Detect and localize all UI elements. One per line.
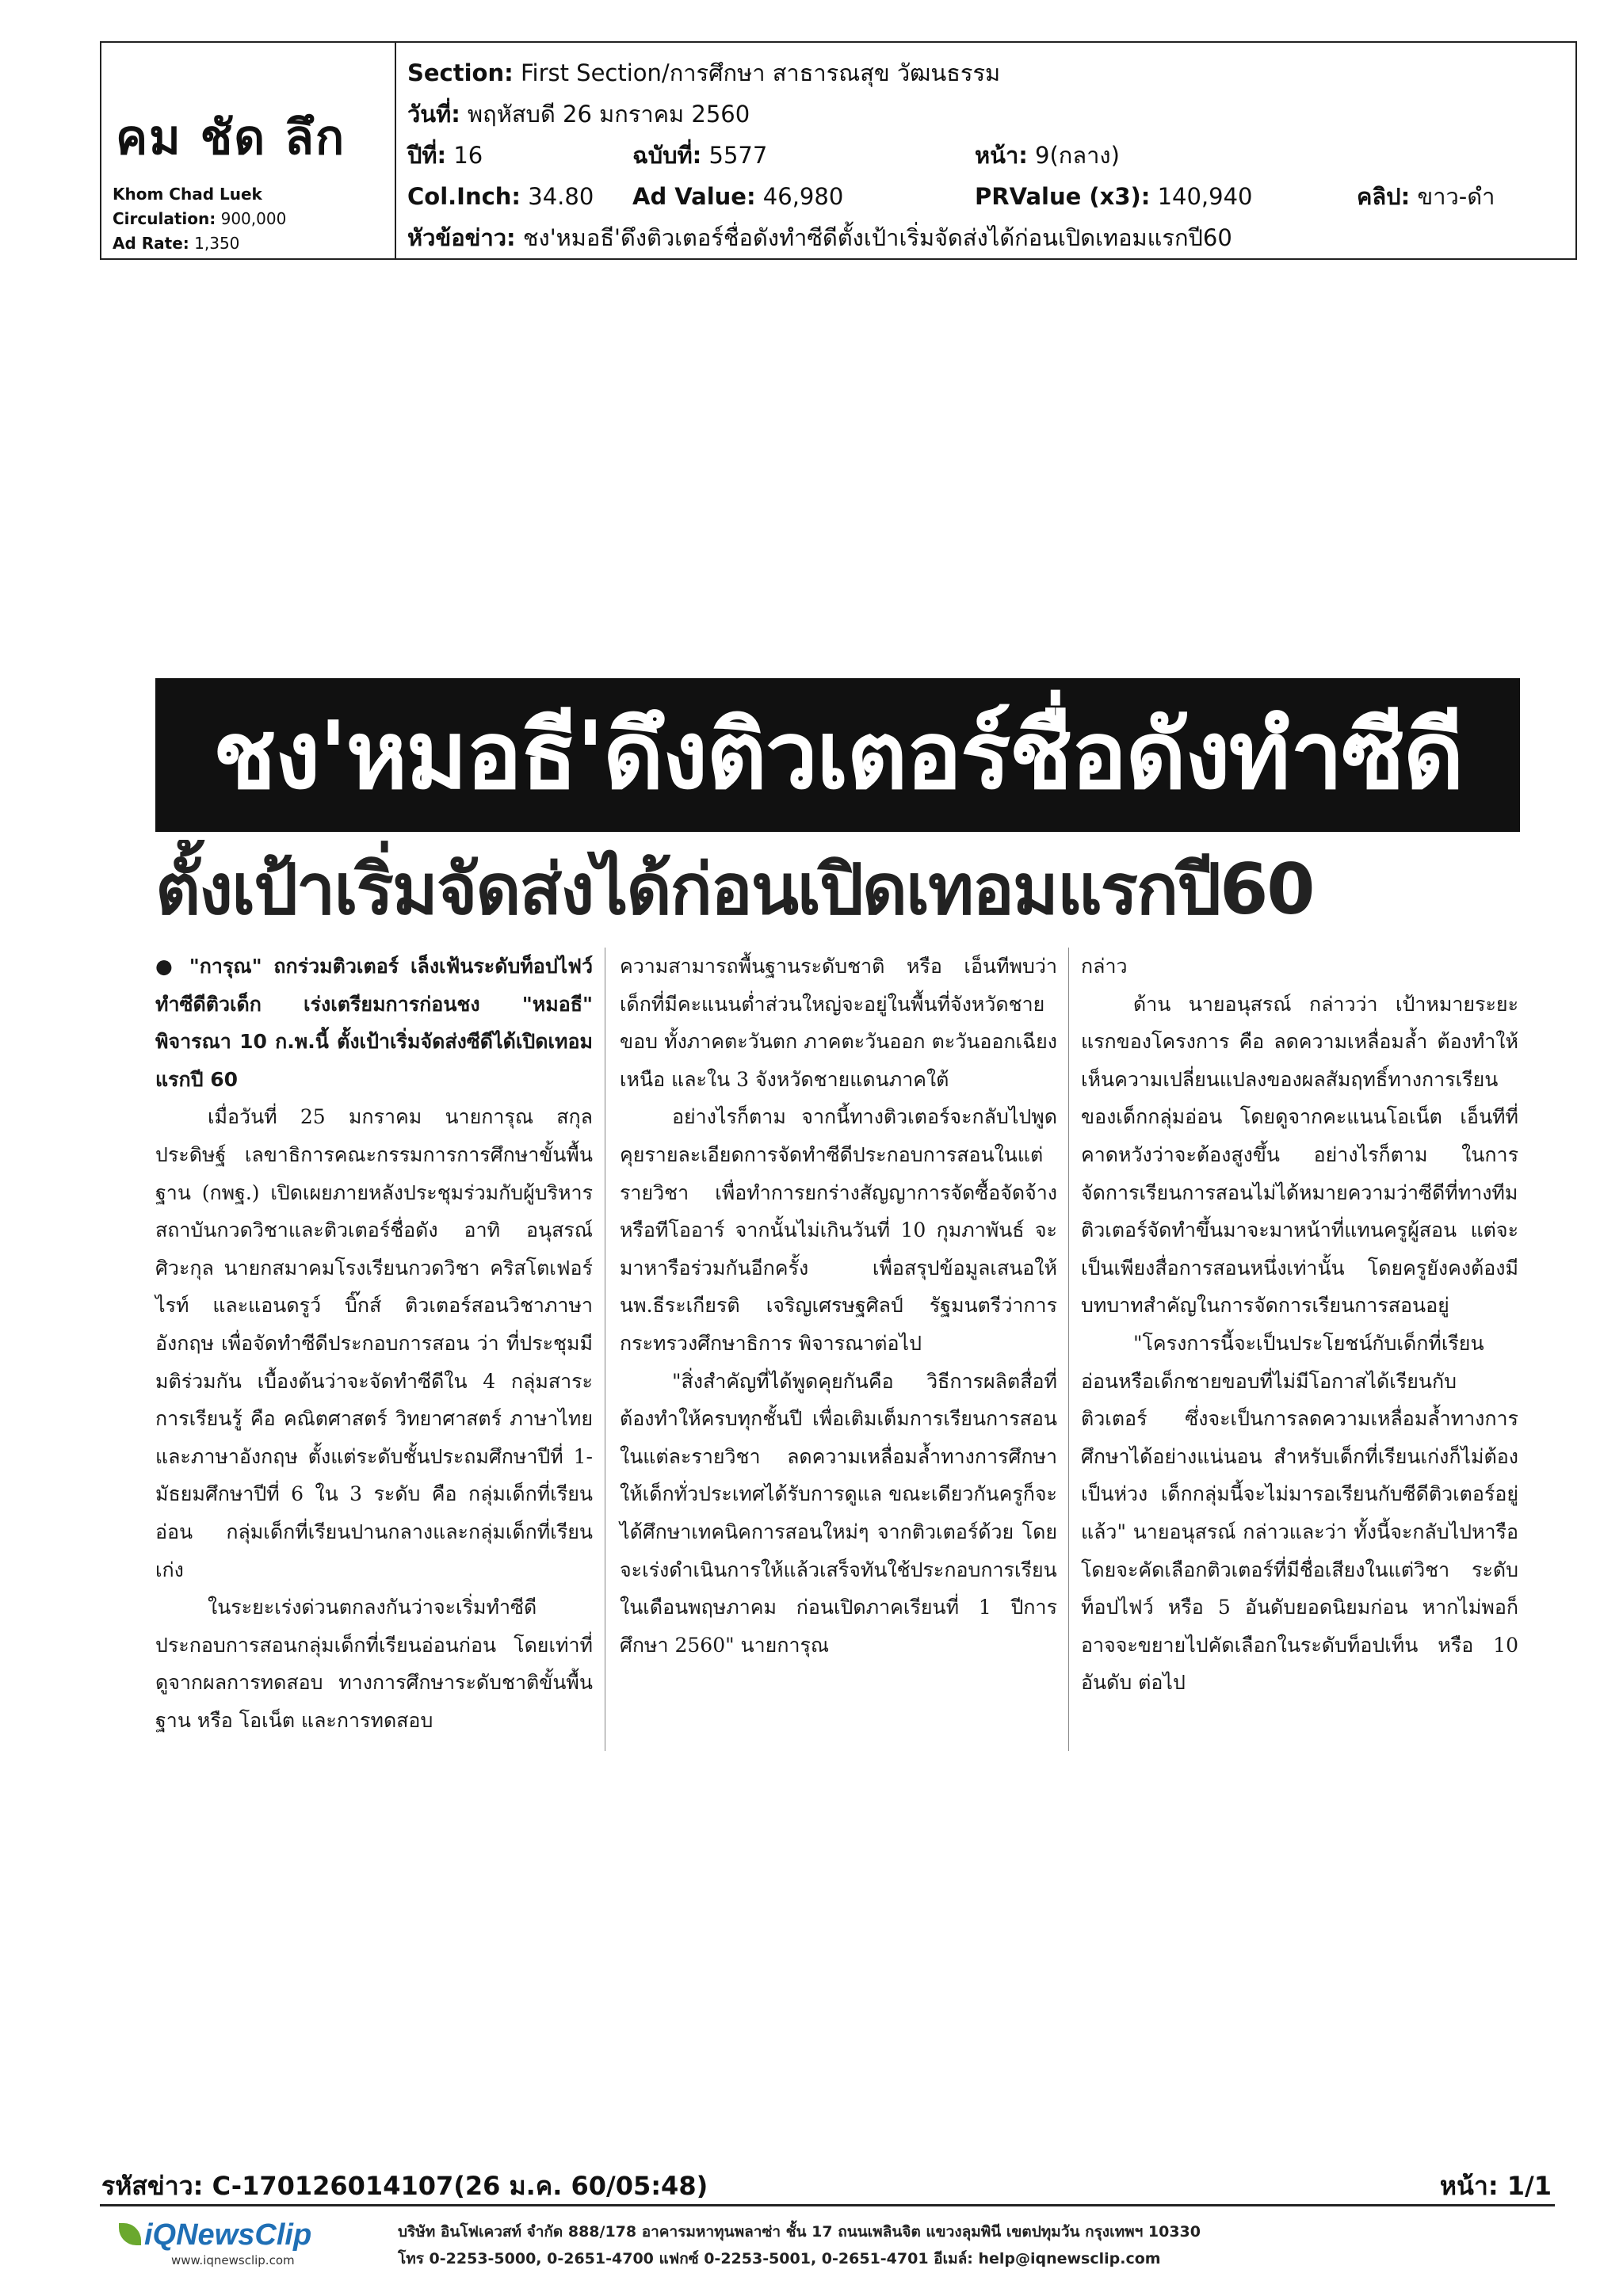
article-paragraph: ความสามารถพื้นฐานระดับชาติ หรือ เอ็นทีพบว่าเด็กที่มีคะแนนต่ำส่วนใหญ่จะอยู่ในพื้นที่จังหวัดชายขอบ ทั้งภาคตะวันตก ภาคตะวันออก ตะวันออกเฉียงเหนือ และใน 3 จังหวัดชายแดนภาคใต้ (620, 955, 1057, 1091)
section-value: First Section/การศึกษา สาธารณสุข วัฒนธรรม (520, 59, 1001, 86)
newspaper-logo: คม ชัด ลึก (116, 110, 346, 166)
company-info (398, 2218, 1201, 2272)
brand-block (125, 2218, 323, 2267)
circulation-label: Circulation: (113, 209, 216, 228)
colinch-label: Col.Inch: (407, 183, 521, 210)
article-lead: ● "การุณ" ถกร่วมติวเตอร์ เล็งเฟ้นระดับท็อปไฟว์ ทำซีดีติวเด็ก เร่งเตรียมการก่อนชง "หมอธี" พิจารณา 10 ก.พ.นี้ ตั้งเป้าเริ่มจัดส่งซีดีได้เปิดเทอมแรกปี 60 (155, 955, 593, 1091)
section-label: Section: (407, 59, 514, 86)
prvalue-value: 140,940 (1157, 183, 1253, 210)
page-label: หน้า: (975, 142, 1028, 169)
publication-panel (101, 43, 396, 258)
section-row (407, 52, 1568, 93)
advalue-label: Ad Value: (632, 183, 756, 210)
article-subheadline: ตั้งเป้าเริ่มจัดส่งได้ก่อนเปิดเทอมแรกปี60 (155, 849, 1314, 930)
article-paragraph: อย่างไรก็ตาม จากนี้ทางติวเตอร์จะกลับไปพูดคุยรายละเอียดการจัดทำซีดีประกอบการสอนในแต่รายวิชา เพื่อทำการยกร่างสัญญาการจัดซื้อจัดจ้าง หรือทีโออาร์ จากนั้นไม่เกินวันที่ 10 กุมภาพันธ์ จะมาหารือร่วมกันอีกครั้ง เพื่อสรุปข้อมูลเสนอให้ นพ.ธีระเกียรติ เจริญเศรษฐศิลป์ รัฐมนตรีว่าการกระทรวงศึกษาธิการ พิจารณาต่อไป (620, 1105, 1057, 1355)
company-contact: โทร 0-2253-5000, 0-2651-4700 แฟกซ์ 0-2253-5001, 0-2651-4701 อีเมล์: help@iqnewsclip.com (398, 2250, 1161, 2267)
article-paragraph: ในระยะเร่งด่วนตกลงกันว่าจะเริ่มทำซีดีประกอบการสอนกลุ่มเด็กที่เรียนอ่อนก่อน โดยเท่าที่ดูจากผลการทดสอบ ทางการศึกษาระดับชาติขั้นพื้นฐาน หรือ โอเน็ต และการทดสอบ (155, 1596, 593, 1732)
clip-metadata-box (100, 41, 1577, 260)
footer-divider (100, 2204, 1555, 2206)
article-column-1 (155, 948, 593, 1739)
article-paragraph: "โครงการนี้จะเป็นประโยชน์กับเด็กที่เรียนอ่อนหรือเด็กชายขอบที่ไม่มีโอกาสได้เรียนกับติวเตอร์ ซึ่งจะเป็นการลดความเหลื่อมล้ำทางการศึกษาได้อย่างแน่นอน สำหรับเด็กที่เรียนเก่งก็ไม่ต้องเป็นห่วง เด็กกลุ่มนี้จะไม่มารอเรียนกับซีดีติวเตอร์อยู่แล้ว" นายอนุสรณ์ กล่าวและว่า ทั้งนี้จะกลับไปหารือ โดยจะคัดเลือกติวเตอร์ที่มีชื่อเสียงในแต่วิชา ระดับท็อปไฟว์ หรือ 5 อันดับยอดนิยมก่อน หากไม่พอก็อาจจะขยายไปคัดเลือกในระดับท็อปเท็น หรือ 10 อันดับ ต่อไป (1081, 1331, 1518, 1695)
date-value: พฤหัสบดี 26 มกราคม 2560 (468, 101, 750, 128)
year-value: 16 (453, 142, 483, 169)
date-label: วันที่: (407, 101, 460, 128)
footer-page-label: หน้า: (1439, 2171, 1499, 2201)
headline-label: หัวข้อข่าว: (407, 224, 516, 251)
colinch-value: 34.80 (528, 183, 594, 210)
article-headline: ชง'หมอธี'ดึงติวเตอร์ชื่อดังทำซีดี (155, 678, 1520, 832)
footer-page-value: 1/1 (1507, 2171, 1552, 2201)
article-column-3 (1081, 948, 1518, 1702)
brand-logo: iQNewsClip (144, 2218, 312, 2252)
article-paragraph: ด้าน นายอนุสรณ์ กล่าวว่า เป้าหมายระยะแรกของโครงการ คือ ลดความเหลื่อมล้ำ ต้องทำให้เห็นความเปลี่ยนแปลงของผลสัมฤทธิ์ทางการเรียนของเด็กกลุ่มอ่อน โดยดูจากคะแนนโอเน็ต เอ็นทีที่คาดหวังว่าจะต้องสูงขึ้น อย่างไรก็ตาม ในการจัดการเรียนการสอนไม่ได้หมายความว่าซีดีที่ทางทีมติวเตอร์จัดทำขึ้นมาจะมาหน้าที่แทนครูผู้สอน แต่จะเป็นเพียงสื่อการสอนหนึ่งเท่านั้น โดยครูยังคงต้องมีบทบาทสำคัญในการจัดการเรียนการสอนอยู่ (1081, 992, 1518, 1318)
article-paragraph: กล่าว (1081, 955, 1128, 978)
news-code-value: C-170126014107(26 ม.ค. 60/05:48) (212, 2171, 708, 2201)
leaf-icon (119, 2223, 141, 2245)
year-label: ปีที่: (407, 142, 447, 169)
issue-row (407, 135, 1568, 176)
footer-page (1440, 2166, 1552, 2206)
circulation-value: 900,000 (220, 209, 287, 228)
date-row (407, 93, 1568, 135)
ad-rate-value: 1,350 (194, 234, 240, 253)
article-paragraph: "สิ่งสำคัญที่ได้พูดคุยกันคือ วิธีการผลิตสื่อที่ต้องทำให้ครบทุกชั้นปี เพื่อเติมเต็มการเรียนการสอนในแต่ละรายวิชา ลดความเหลื่อมล้ำทางการศึกษา ให้เด็กทั่วประเทศได้รับการดูแล ขณะเดียวกันครูก็จะได้ศึกษาเทคนิคการสอนใหม่ๆ จากติวเตอร์ด้วย โดยจะเร่งดำเนินการให้แล้วเสร็จทันใช้ประกอบการเรียนในเดือนพฤษภาคม ก่อนเปิดภาคเรียนที่ 1 ปีการศึกษา 2560" นายการุณ (620, 1369, 1057, 1657)
page-value: 9(กลาง) (1035, 142, 1120, 169)
ad-rate-label: Ad Rate: (113, 234, 189, 253)
clip-label: คลิป: (1357, 183, 1411, 210)
article-column-2 (620, 948, 1057, 1664)
brand-url: www.iqnewsclip.com (171, 2253, 295, 2267)
company-address: บริษัท อินโฟเควสท์ จำกัด 888/178 อาคารมหาทุนพลาซ่า ชั้น 17 ถนนเพลินจิต แขวงลุมพินี เขตปทุมวัน กรุงเทพฯ 10330 (398, 2223, 1201, 2241)
publication-name: Khom Chad Luek (113, 185, 262, 204)
headline-value: ชง'หมอธี'ดึงติวเตอร์ชื่อดังทำซีดีตั้งเป้าเริ่มจัดส่งได้ก่อนเปิดเทอมแรกปี60 (522, 224, 1232, 251)
clip-details (407, 52, 1568, 258)
news-code-label: รหัสข่าว: (101, 2171, 204, 2201)
clip-value: ขาว-ดำ (1417, 183, 1495, 210)
advalue-value: 46,980 (762, 183, 844, 210)
prvalue-label: PRValue (x3): (975, 183, 1151, 210)
issue-label: ฉบับที่: (632, 142, 702, 169)
column-divider (1068, 948, 1069, 1751)
publication-info (113, 182, 286, 256)
headline-row (407, 217, 1568, 258)
issue-value: 5577 (708, 142, 768, 169)
article-paragraph: เมื่อวันที่ 25 มกราคม นายการุณ สกุลประดิษฐ์ เลขาธิการคณะกรรมการการศึกษาขั้นพื้นฐาน (กพฐ.) เปิดเผยภายหลังประชุมร่วมกับผู้บริหารสถาบันกวดวิชาและติวเตอร์ชื่อดัง อาทิ อนุสรณ์ ศิวะกุล นายกสมาคมโรงเรียนกวดวิชา คริสโตเฟอร์ ไรท์ และแอนดรูว์ บิ๊กส์ ติวเตอร์สอนวิชาภาษาอังกฤษ เพื่อจัดทำซีดีประกอบการสอน ว่า ที่ประชุมมีมติร่วมกัน เบื้องต้นว่าจะจัดทำซีดีใน 4 กลุ่มสาระการเรียนรู้ คือ คณิตศาสตร์ วิทยาศาสตร์ ภาษาไทย และภาษาอังกฤษ ตั้งแต่ระดับชั้นประถมศึกษาปีที่ 1-มัธยมศึกษาปีที่ 6 ใน 3 ระดับ คือ กลุ่มเด็กที่เรียนอ่อน กลุ่มเด็กที่เรียนปานกลางและกลุ่มเด็กที่เรียนเก่ง (155, 1105, 593, 1581)
value-row (407, 176, 1568, 217)
news-code (101, 2166, 708, 2206)
